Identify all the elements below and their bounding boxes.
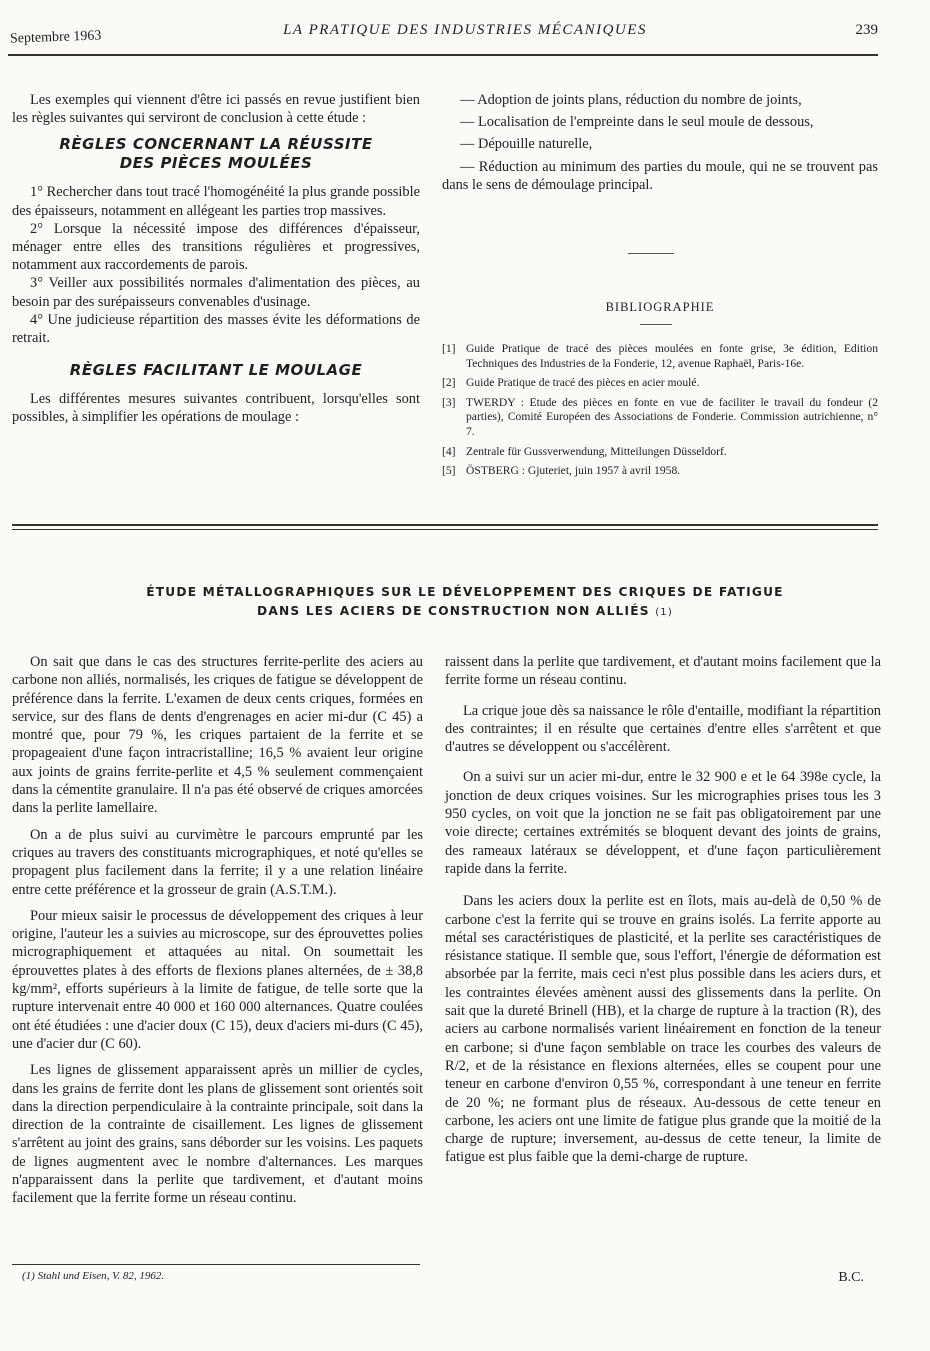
- moulage-item-2: — Localisation de l'empreinte dans le seul moule de dessous,: [460, 114, 814, 131]
- divider-short: [628, 253, 674, 254]
- bibliography-number: [3]: [442, 395, 456, 409]
- author-signature: B.C.: [838, 1270, 864, 1285]
- bibliography-number: [2]: [442, 376, 456, 390]
- rule-1: 1° Rechercher dans tout tracé l'homogénéité la plus grande possible des épaisseurs, notamment en allégeant les parties trop massives.: [12, 184, 420, 219]
- article-title: ÉTUDE MÉTALLOGRAPHIQUES SUR LE DÉVELOPPEMENT DES CRIQUES DE FATIGUE DANS LES ACIERS DE CONSTRUCTION NON ALLIÉS (1): [146, 585, 784, 618]
- bibliography-entry: [442, 342, 878, 371]
- article-left-p1: On sait que dans le cas des structures ferrite-perlite des aciers au carbone non alliés, normalisés, les criques de fatigue se développent de préférence dans la ferrite. L'examen de deux cents criques, formées en service, sur des flans de dents d'engrenages en acier mi-dur (C 45) a montré que, pour 79 %, les criques partaient de la ferrite et se propageaient d'une façon intracristalline; 16,5 % avaient leur origine aux joints de grains ferrite-perlite et 4,5 % seulement commençaient dans la cémentite granulaire. Il n'a pas été observé de criques amorcées dans la perlite lamellaire.: [12, 654, 423, 817]
- moulage-item-1: — Adoption de joints plans, réduction du nombre de joints,: [460, 92, 802, 108]
- top-left-column: [12, 91, 420, 427]
- heading-moulage: RÈGLES FACILITANT LE MOULAGE: [69, 361, 363, 380]
- heading-reussite: RÈGLES CONCERNANT LA RÉUSSITE DES PIÈCES MOULÉES: [59, 135, 373, 173]
- footnote-rule: [12, 1264, 420, 1265]
- bib-title-underline: [640, 324, 672, 325]
- bibliography-number: [1]: [442, 342, 456, 355]
- article-right-p1: raissent dans la perlite que tardivement, et d'autant moins facilement que la ferrite forme un réseau continu.: [445, 654, 881, 689]
- article-left-p2: On a de plus suivi au curvimètre le parcours emprunté par les criques au travers des constituants micrographiques, et noté qu'elles se propagent plus facilement dans la ferrite; il y a une relation linéaire entre cette préférence et la grosseur de grain (A.S.T.M.).: [12, 826, 423, 898]
- journal-title: LA PRATIQUE DES INDUSTRIES MÉCANIQUES: [283, 22, 647, 38]
- section-rule-top: [12, 524, 878, 526]
- bibliography-entry: [442, 396, 878, 440]
- rule-4: 4° Une judicieuse répartition des masses évite les déformations de retrait.: [12, 311, 420, 347]
- bibliography-number: [5]: [442, 464, 456, 478]
- bibliography-entry: [442, 445, 878, 460]
- issue-date: Septembre 1963: [9, 28, 102, 47]
- bibliography-title: BIBLIOGRAPHIE: [605, 300, 715, 314]
- article-right-p3: On a suivi sur un acier mi-dur, entre le 32 900 e et le 64 398e cycle, la jonction de deux criques voisines. Sur les micrographies prises tous les 3 950 cycles, on voit que la jonction ne se fait pas obligatoirement par une voie directe; certaines extrémités se bloquent devant des joints de grains, des rameaux latéraux se développent, et d'une façon particulièrement rapide dans la ferrite.: [445, 769, 881, 877]
- bibliography-list: [442, 342, 878, 484]
- article-left-p4: Les lignes de glissement apparaissent après un millier de cycles, dans les grains de ferrite dont les plans de glissement sont orientés soit dans la direction perpendiculaire à la contrainte principale, soit dans la direction de la contrainte de cisaillement. Les lignes de glissement s'arrêtent au joint des grains, sans déborder sur les voisins. Les paquets de lignes augmentent avec le nombre d'alternances. Les marques n'apparaissent dans la perlite que tardivement, et d'autant moins facilement que la ferrite forme un réseau continu.: [12, 1062, 423, 1207]
- header-rule: [8, 54, 878, 56]
- rule-3: 3° Veiller aux possibilités normales d'alimentation des pièces, au besoin par des surépaisseurs convenables d'usinage.: [12, 275, 420, 310]
- rule-2: 2° Lorsque la nécessité impose des différences d'épaisseur, ménager entre elles des transitions régulières et progressives, notamment aux raccordements de parois.: [12, 220, 420, 274]
- bibliography-text: ÖSTBERG : Gjuteriet, juin 1957 à avril 1958.: [466, 464, 681, 478]
- article-right-column: [445, 653, 881, 1167]
- moulage-intro: Les différentes mesures suivantes contribuent, lorsqu'elles sont possibles, à simplifier les opérations de moulage :: [12, 391, 420, 426]
- bibliography-text: Zentrale für Gussverwendung, Mitteilungen Düsseldorf.: [466, 444, 727, 458]
- page-number: 239: [855, 22, 878, 38]
- section-rule-bottom: [12, 529, 878, 530]
- intro-paragraph: Les exemples qui viennent d'être ici passés en revue justifient bien les règles suivantes qui serviront de conclusion à cette étude :: [12, 92, 420, 127]
- article-right-p2: La crique joue dès sa naissance le rôle d'entaille, modifiant la répartition des contraintes; il en résulte que certaines d'entre elles s'arrêtent et que d'autres se développent ou s'accélèrent.: [445, 702, 881, 756]
- moulage-item-3: — Dépouille naturelle,: [460, 136, 593, 153]
- footnote: (1) Stahl und Eisen, V. 82, 1962.: [22, 1270, 165, 1282]
- moulage-item-4: — Réduction au minimum des parties du moule, qui ne se trouvent pas dans le sens de démoulage principal.: [442, 158, 878, 193]
- bibliography-entry: [442, 464, 878, 479]
- article-left-p3: Pour mieux saisir le processus de développement des criques à leur origine, l'auteur les a suivies au microscope, sur des éprouvettes polies micrographiquement et attaquées au nital. On soumettait les éprouvettes plates à des efforts de flexions planes alternées, de ± 38,8 kg/mm², efforts supérieurs à la limite de fatigue, de telle sorte que la rupture intervenait entre 40 000 et 160 000 alternances. Quatre coulées ont été étudiées : une d'acier doux (C 15), deux d'aciers mi-durs (C 45), une d'acier dur (C 60).: [12, 907, 423, 1052]
- title-footnote-mark: (1): [655, 607, 673, 618]
- bibliography-number: [4]: [442, 444, 456, 458]
- bibliography-entry: [442, 376, 878, 391]
- top-right-column: [442, 91, 878, 194]
- bibliography-text: Guide Pratique de tracé des pièces en acier moulé.: [466, 376, 700, 390]
- bibliography-text: TWERDY : Etude des pièces en fonte en vue de faciliter le travail du fondeur (2 parties), Comité Européen des Associations de Fonderie. Commission autrichienne, n° 7.: [466, 395, 878, 438]
- bibliography-text: Guide Pratique de tracé des pièces moulées en fonte grise, 3e édition, Edition Techniques des Industries de la Fonderie, 12, avenue Raphaël, Paris-16e.: [466, 342, 878, 370]
- article-right-p4: Dans les aciers doux la perlite est en îlots, mais au-delà de 0,50 % de carbone c'est la ferrite qui se trouve en grains isolés. La ferrite apporte au métal ses caractéristiques de plasticité, et la perlite ses caractéristiques de résistance statique. Il semble que, sous l'effort, l'énergie de déformation est absorbée par la ferrite, mais ceci n'est plus possible dans les aciers durs, et les contraintes élevées amènent aussi des glissements dans la perlite. On sait que la dureté Brinell (HB), et la charge de rupture à la traction (R), des aciers au carbone normalisés varient linéairement en fonction de la teneur en carbone; si d'une façon semblable on trace les courbes des valeurs de R/2, et de la résistance en flexions alternées, elles se coupent pour une teneur en carbone d'environ 0,55 %, correspondant à une teneur en ferrite de 20 %; ne formant plus de réseaux. Au-dessous de cette teneur en carbone, les aciers ont une limite de fatigue plus grande que la moitié de la charge de rupture; inversement, au-dessus de cette teneur, la limite de fatigue est plus faible que la demi-charge de rupture.: [445, 893, 881, 1166]
- article-left-column: [12, 653, 423, 1208]
